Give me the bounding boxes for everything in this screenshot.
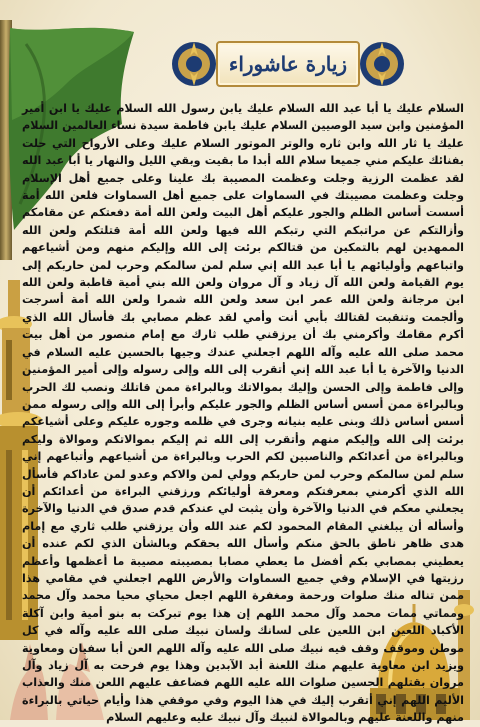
- title-banner: [168, 38, 408, 90]
- arabesque-ornament-icon: [356, 38, 408, 90]
- arabesque-ornament-icon: [168, 38, 220, 90]
- ziyarat-text: السلام عليك يا أبا عبد الله السلام عليك يابن رسول الله السلام عليك يا ابن أمير المؤمنين وابن سيد الوصيين السلام عليك يابن فاطمة سيدة نساء العالمين السلام عليك يا ثار الله وابن ثاره والوتر الموتور السلام عليك وعلى الأرواح التي حلت بفنائك عليكم مني جميعا سلام الله أبدا ما بقيت وبقي الليل والنهار يا أبا عبد الله لقد عظمت الرزية وجلت وعظمت المصيبة بك علينا وعلى جميع أهل الإسلام وجلت وعظمت مصيبتك في السماوات على جميع أهل السماوات فلعن الله أمة أسست أساس الظلم والجور عليكم أهل البيت ولعن الله أمة دفعتكم عن مقامكم وأزالتكم عن مراتبكم التي رتبكم الله فيها ولعن الله أمة قتلتكم ولعن الله الممهدين لهم بالتمكين من قتالكم برئت إلى الله وإليكم منهم ومن أشياعهم واتباعهم وأوليائهم يا أبا عبد الله إني سلم لمن سالمكم وحرب لمن حاربكم إلى يوم القيامة ولعن الله آل زياد و آل مروان ولعن الله بني أمية قاطبة ولعن الله ابن مرجانة ولعن الله عمر ابن سعد ولعن الله شمرا ولعن الله أمة أسرجت وألجمت وتنقبت لقتالك بأبي أنت وأمي لقد عظم مصابي بك فأسأل الله الذي أكرم مقامك وأكرمني بك أن يرزقني طلب ثارك مع إمام منصور من أهل بيت محمد صلى الله عليه وآله اللهم اجعلني عندك وجيها بالحسين عليه السلام في الدنيا والآخرة يا أبا عبد الله إني أتقرب إلى الله وإلى رسوله وإلى أمير المؤمنين وإلى فاطمة وإلى الحسن وإليك بموالاتك وبالبراءة ممن قاتلك ونصب لك الحرب وبالبراءة ممن أسس أساس الظلم والجور عليكم وأبرأ إلى الله وإلى رسوله ممن أسس أساس ذلك وبنى عليه بنيانه وجرى في ظلمه وجوره عليكم وعلى أشياعكم برئت إلى الله وإليكم منهم وأتقرب إلى الله ثم إليكم بموالاتكم وموالاة وليكم وبالبراءة من أعدائكم والناصبين لكم الحرب وبالبراءة من أشياعهم وأتباعهم إني سلم لمن سالمكم وحرب لمن حاربكم وولي لمن والاكم وعدو لمن عاداكم فأسأل الله الذي أكرمني بمعرفتكم ومعرفة أوليائكم ورزقني البراءة من أعدائكم أن يجعلني معكم في الدنيا والآخرة وأن يثبت لي عندكم قدم صدق في الدنيا والآخرة وأسأله أن يبلغني المقام المحمود لكم عند الله وأن يرزقني طلب ثاري مع إمام هدى ظاهر ناطق بالحق منكم وأسأل الله بحقكم وبالشأن الذي لكم عنده أن يعطيني بمصابي بكم أفضل ما يعطي مصابا بمصيبته مصيبة ما أعظمها وأعظم رزيتها في الإسلام وفي جميع السماوات والأرض اللهم اجعلني في مقامي هذا ممن تناله منك صلوات ورحمة ومغفرة اللهم اجعل محياي محيا محمد وآل محمد ومماتي ممات محمد وآل محمد اللهم إن هذا يوم تبركت به بنو أمية وابن آكلة الأكباد اللعين ابن اللعين على لسانك ولسان نبيك صلى الله عليه وآله في كل موطن وموقف وقف فيه نبيك صلى الله عليه وآله اللهم العن أبا سفيان ومعاوية ويزيد ابن معاوية عليهم منك اللعنة أبد الآبدين وهذا يوم فرحت به آل زياد وآل مروان بقتلهم الحسين صلوات الله عليه اللهم فضاعف عليهم اللعن منك والعذاب الأليم اللهم إني أتقرب إليك في هذا اليوم وفي موقفي هذا وأيام حياتي بالبراءة منهم واللعنة عليهم وبالموالاة لنبيك وآل نبيك عليه وعليهم السلام: [22, 102, 464, 725]
- title-box: [216, 41, 360, 87]
- page-title: زيارة عاشوراء: [228, 52, 348, 76]
